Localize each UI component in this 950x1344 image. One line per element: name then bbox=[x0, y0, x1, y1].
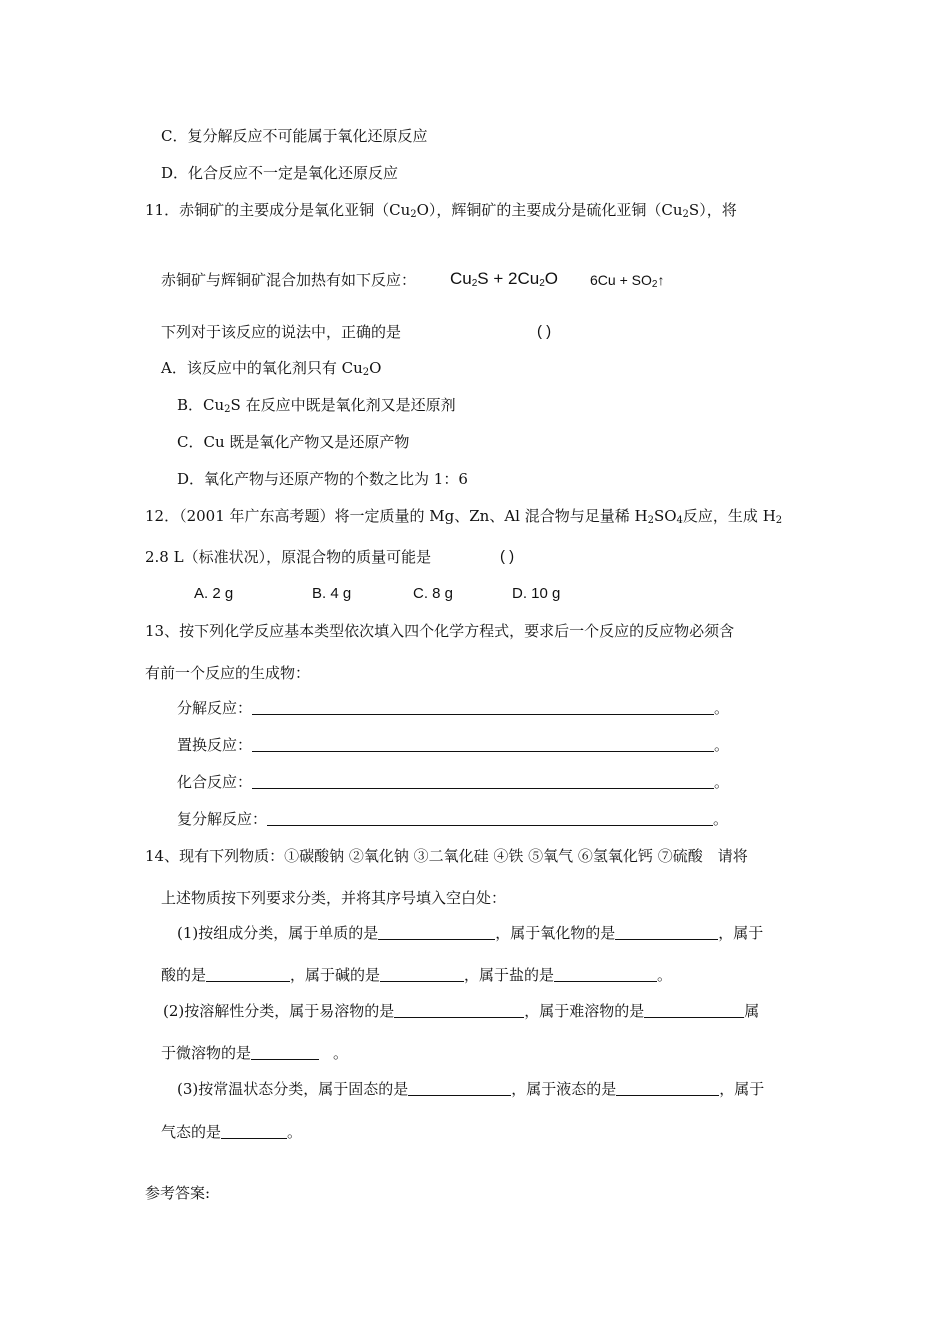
chemical-equation-lhs: $Cu_2S + 2Cu_2O$ bbox=[450, 269, 558, 289]
answer-blank[interactable] bbox=[221, 1123, 287, 1139]
gas-arrow-icon: ↑ bbox=[657, 272, 665, 288]
answer-blank[interactable] bbox=[252, 773, 714, 789]
answer-blank[interactable] bbox=[408, 1080, 511, 1096]
q13-item-double-decomposition: 复分解反应： 。 bbox=[177, 810, 729, 828]
q12-answer-paren: ( ) bbox=[500, 548, 515, 565]
answer-blank[interactable] bbox=[267, 810, 713, 826]
q10-option-c: C．复分解反应不可能属于氧化还原反应 bbox=[161, 127, 428, 145]
answer-blank[interactable] bbox=[206, 966, 290, 982]
q11-stem-line2 bbox=[161, 270, 416, 290]
q11-answer-paren: ( ) bbox=[537, 323, 552, 340]
q13-stem-line1: 13、按下列化学反应基本类型依次填入四个化学方程式，要求后一个反应的反应物必须含 bbox=[145, 622, 735, 640]
q11-stem-line3: 下列对于该反应的说法中，正确的是 bbox=[161, 323, 402, 341]
q11-text-2: 赤铜矿与辉铜矿混合加热有如下反应： bbox=[161, 271, 417, 289]
q14-stem-line2: 上述物质按下列要求分类，并将其序号填入空白处： bbox=[161, 889, 507, 907]
answer-blank[interactable] bbox=[251, 1044, 319, 1060]
q11-text-b: O），辉铜矿的主要成分是硫化亚铜（Cu bbox=[416, 201, 683, 219]
answer-blank[interactable] bbox=[616, 1080, 719, 1096]
q11-option-d: D．氧化产物与还原产物的个数之比为 1：6 bbox=[177, 470, 468, 488]
q11-stem-line1 bbox=[145, 200, 737, 220]
q12-option-c: C. 8 g bbox=[413, 585, 454, 602]
answer-blank[interactable] bbox=[554, 966, 657, 982]
q12-stem-line2: 2.8 L（标准状况），原混合物的质量可能是 bbox=[145, 548, 432, 566]
q13-item-decomposition: 分解反应： 。 bbox=[177, 699, 730, 717]
q11-option-b: B．$Cu_2S$ 在反应中既是氧化剂又是还原剂 bbox=[177, 396, 456, 415]
q14-part2-line2: 于微溶物的是 。 bbox=[161, 1044, 349, 1062]
subscript: 2 bbox=[682, 209, 689, 220]
answer-blank[interactable] bbox=[380, 966, 464, 982]
q14-part3-line1: (3)按常温状态分类，属于固态的是 ，属于液态的是 ，属于 bbox=[177, 1080, 765, 1098]
q12-option-a: A. 2 g bbox=[194, 585, 234, 602]
chemical-equation-rhs: $6Cu + SO_2↑$ bbox=[590, 272, 665, 290]
q13-item-combination: 化合反应： 。 bbox=[177, 773, 730, 791]
q12-option-d: D. 10 g bbox=[512, 585, 561, 602]
q11-option-a: A．该反应中的氧化剂只有 $Cu_2O$ bbox=[161, 359, 382, 378]
q11-option-c: C．Cu 既是氧化产物又是还原产物 bbox=[177, 433, 410, 451]
subscript: 2 bbox=[410, 209, 417, 220]
q14-part3-line2: 气态的是 。 bbox=[161, 1123, 303, 1141]
q14-part1-line2: 酸的是 ，属于碱的是 ，属于盐的是 。 bbox=[161, 966, 673, 984]
q14-part1-line1: (1)按组成分类，属于单质的是 ，属于氧化物的是 ，属于 bbox=[177, 924, 764, 942]
q12-option-b: B. 4 g bbox=[312, 585, 352, 602]
q11-text-c: S），将 bbox=[688, 201, 737, 219]
reference-answers-heading: 参考答案: bbox=[145, 1184, 211, 1202]
answer-blank[interactable] bbox=[378, 924, 495, 940]
q13-item-displacement: 置换反应： 。 bbox=[177, 736, 730, 754]
q13-stem-line2: 有前一个反应的生成物： bbox=[145, 664, 311, 682]
q14-stem-line1: 14、现有下列物质：①碳酸钠 ②氧化钠 ③二氧化硅 ④铁 ⑤氧气 ⑥氢氧化钙 ⑦硫酸 请将 bbox=[145, 847, 748, 865]
q12-stem-line1: 12．（2001 年广东高考题）将一定质量的 Mg、Zn、Al 混合物与足量稀 $H_2SO_4$反应，生成 $H_2$ bbox=[145, 507, 783, 526]
answer-blank[interactable] bbox=[615, 924, 718, 940]
answer-blank[interactable] bbox=[252, 699, 714, 715]
answer-blank[interactable] bbox=[644, 1002, 744, 1018]
answer-blank[interactable] bbox=[252, 736, 714, 752]
answer-blank[interactable] bbox=[394, 1002, 524, 1018]
q11-text-a: 11．赤铜矿的主要成分是氧化亚铜（Cu bbox=[145, 201, 411, 219]
q10-option-d: D．化合反应不一定是氧化还原反应 bbox=[161, 164, 399, 182]
q14-part2-line1: (2)按溶解性分类，属于易溶物的是 ，属于难溶物的是 属 bbox=[163, 1002, 760, 1020]
